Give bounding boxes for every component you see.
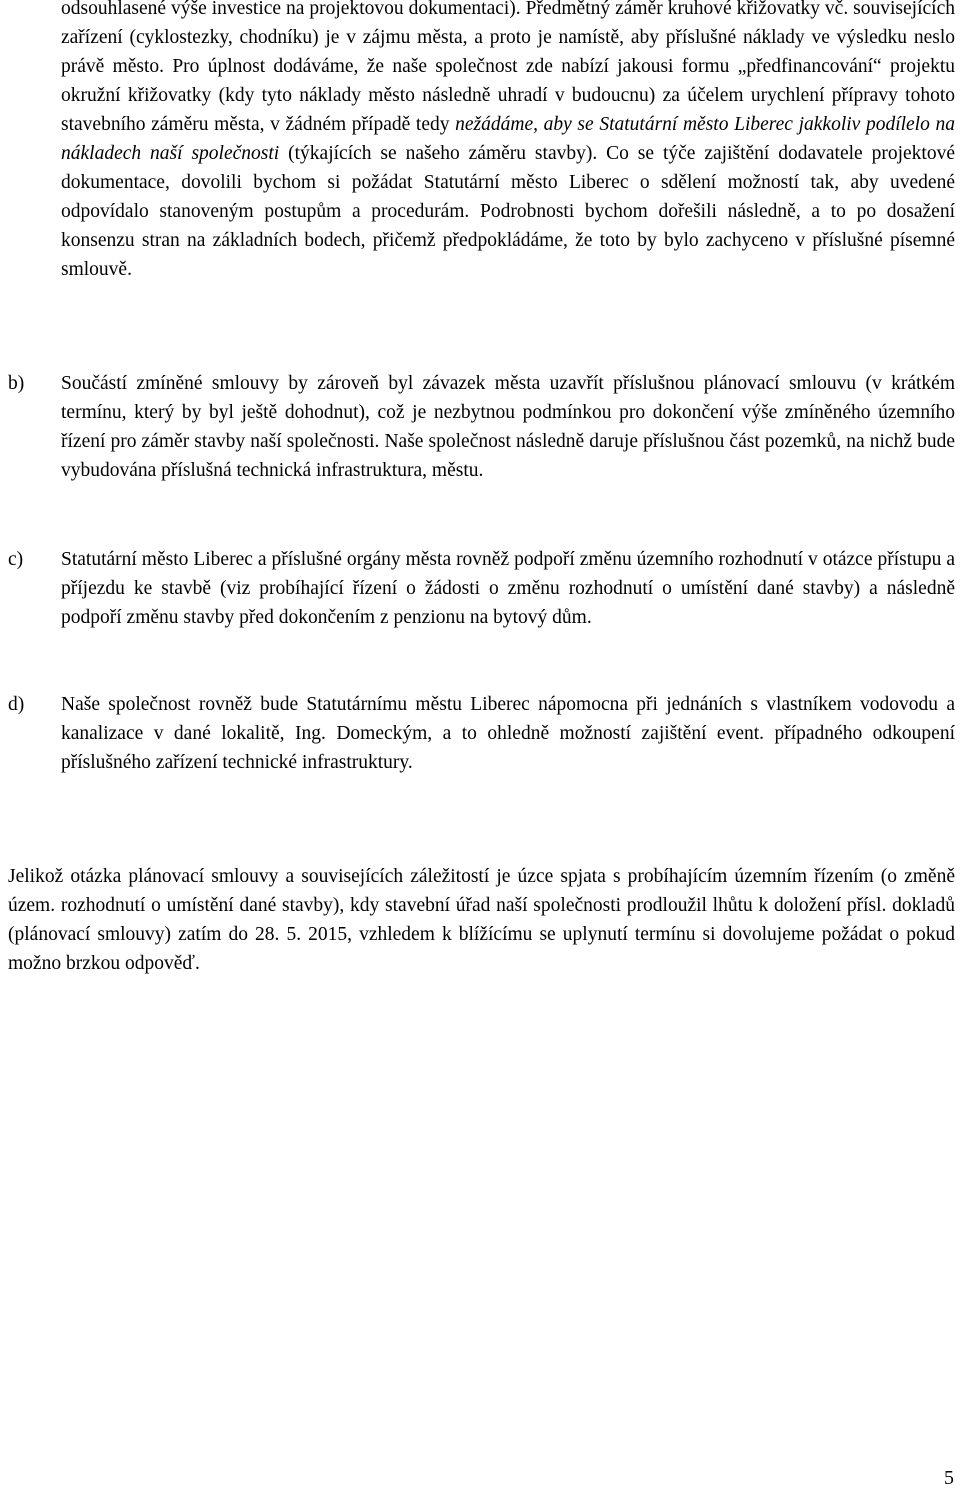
- list-item-c: [8, 545, 955, 632]
- list-item-text: Statutární město Liberec a příslušné orgány města rovněž podpoří změnu územního rozhodnutí v otázce přístupu a příjezdu ke stavbě (viz probíhající řízení o žádosti o změnu rozhodnutí o umístění dané stavby) a následně podpoří změnu stavby před dokončením z penzionu na bytový dům.: [61, 549, 955, 628]
- list-item-b: [8, 369, 955, 485]
- intro-text-end: (týkajících se našeho záměru stavby). Co se týče zajištění dodavatele projektové dokumentace, dovolili bychom si požádat Statutární město Liberec o sdělení možností tak, aby uvedené odpovídalo stanoveným postupům a procedurám. Podrobnosti bychom dořešili následně, a to po dosažení konsenzu stran na základních bodech, přičemž předpokládáme, že toto by bylo zachyceno v příslušné písemné smlouvě.: [61, 143, 955, 280]
- intro-paragraph: [61, 0, 955, 284]
- list-item-text: Součástí zmíněné smlouvy by zároveň byl závazek města uzavřít příslušnou plánovací smlouvu (v krátkém termínu, který by byl ještě dohodnut), což je nezbytnou podmínkou pro dokončení výše zmíněného územního řízení pro záměr stavby naší společnosti. Naše společnost následně daruje příslušnou část pozemků, na nichž bude vybudována příslušná technická infrastruktura, městu.: [61, 373, 955, 481]
- list-item-d: [8, 690, 955, 777]
- list-item-label: b): [8, 373, 25, 394]
- intro-emphasis: nežádáme, aby se Statutární město Liberec jakkoliv podílelo na nákladech naší společnosti: [61, 114, 955, 164]
- list-item-label: d): [8, 694, 25, 715]
- list-item-label: c): [8, 549, 24, 570]
- list-item-text: Naše společnost rovněž bude Statutárnímu městu Liberec nápomocna při jednáních s vlastníkem vodovodu a kanalizace v dané lokalitě, Ing. Domeckým, a to ohledně možností zajištění event. případného odkoupení příslušného zařízení technické infrastruktury.: [61, 694, 955, 773]
- closing-paragraph: Jelikož otázka plánovací smlouvy a souvisejících záležitostí je úzce spjata s probíhajícím územním řízením (o změně územ. rozhodnutí o umístění dané stavby), kdy stavební úřad naší společnosti prodloužil lhůtu k doložení přísl. dokladů (plánovací smlouvy) zatím do 28. 5. 2015, vzhledem k blížícímu se uplynutí termínu si dovolujeme požádat o pokud možno brzkou odpověď.: [8, 866, 955, 974]
- intro-text-start: odsouhlasené výše investice na projektovou dokumentaci). Předmětný záměr kruhové křižovatky vč. souvisejících zařízení (cyklostezky, chodníku) je v zájmu města, a proto je namístě, aby příslušné náklady ve výsledku neslo právě město. Pro úplnost dodáváme, že naše společnost zde nabízí jakousi formu „předfinancování“ projektu okružní křižovatky (kdy tyto náklady město následně uhradí v budoucnu) za účelem urychlení přípravy tohoto stavebního záměru města, v žádném případě tedy: [61, 0, 955, 135]
- page-number: 5: [944, 1467, 954, 1489]
